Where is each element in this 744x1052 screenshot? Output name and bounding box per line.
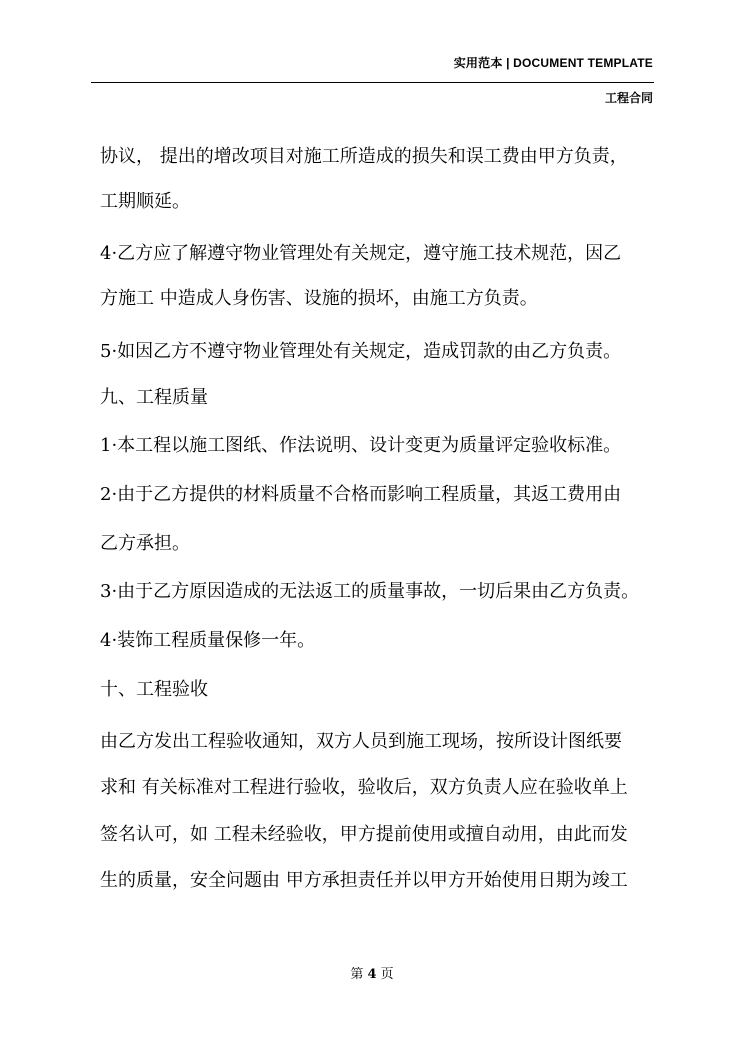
body-line: 3·由于乙方原因造成的无法返工的质量事故，一切后果由乙方负责。 bbox=[100, 581, 640, 602]
body-line: 求和 有关标准对工程进行验收，验收后，双方负责人应在验收单上 bbox=[100, 777, 628, 798]
body-line: 1·本工程以施工图纸、作法说明、设计变更为质量评定验收标准。 bbox=[100, 435, 622, 456]
body-line: 2·由于乙方提供的材料质量不合格而影响工程质量，其返工费用由 bbox=[100, 484, 622, 505]
header-divider bbox=[91, 82, 654, 83]
body-line: 5·如因乙方不遵守物业管理处有关规定，造成罚款的由乙方负责。 bbox=[100, 341, 622, 362]
header-title: 实用范本 | DOCUMENT TEMPLATE bbox=[453, 56, 653, 70]
section-heading: 十、工程验收 bbox=[100, 679, 208, 700]
body-line: 签名认可，如 工程未经验收，甲方提前使用或擅自动用，由此而发 bbox=[100, 824, 628, 845]
page-label-prefix: 第 bbox=[350, 967, 364, 982]
body-line: 生的质量，安全问题由 甲方承担责任并以甲方开始使用日期为竣工 bbox=[100, 870, 628, 891]
body-line: 乙方承担。 bbox=[100, 533, 190, 554]
page-label-suffix: 页 bbox=[380, 967, 394, 982]
body-line: 工期顺延。 bbox=[100, 191, 190, 212]
section-heading: 九、工程质量 bbox=[100, 387, 208, 408]
body-line: 协议， 提出的增改项目对施工所造成的损失和误工费由甲方负责， bbox=[100, 146, 628, 167]
header-subtitle: 工程合同 bbox=[604, 91, 653, 105]
page-footer bbox=[0, 963, 744, 982]
body-line: 由乙方发出工程验收通知，双方人员到施工现场，按所设计图纸要 bbox=[100, 731, 622, 752]
body-line: 4·装饰工程质量保修一年。 bbox=[100, 630, 316, 651]
body-line: 方施工 中造成人身伤害、设施的损坏，由施工方负责。 bbox=[100, 288, 538, 309]
page-number: 4 bbox=[367, 967, 377, 982]
body-line: 4·乙方应了解遵守物业管理处有关规定，遵守施工技术规范，因乙 bbox=[100, 243, 622, 264]
